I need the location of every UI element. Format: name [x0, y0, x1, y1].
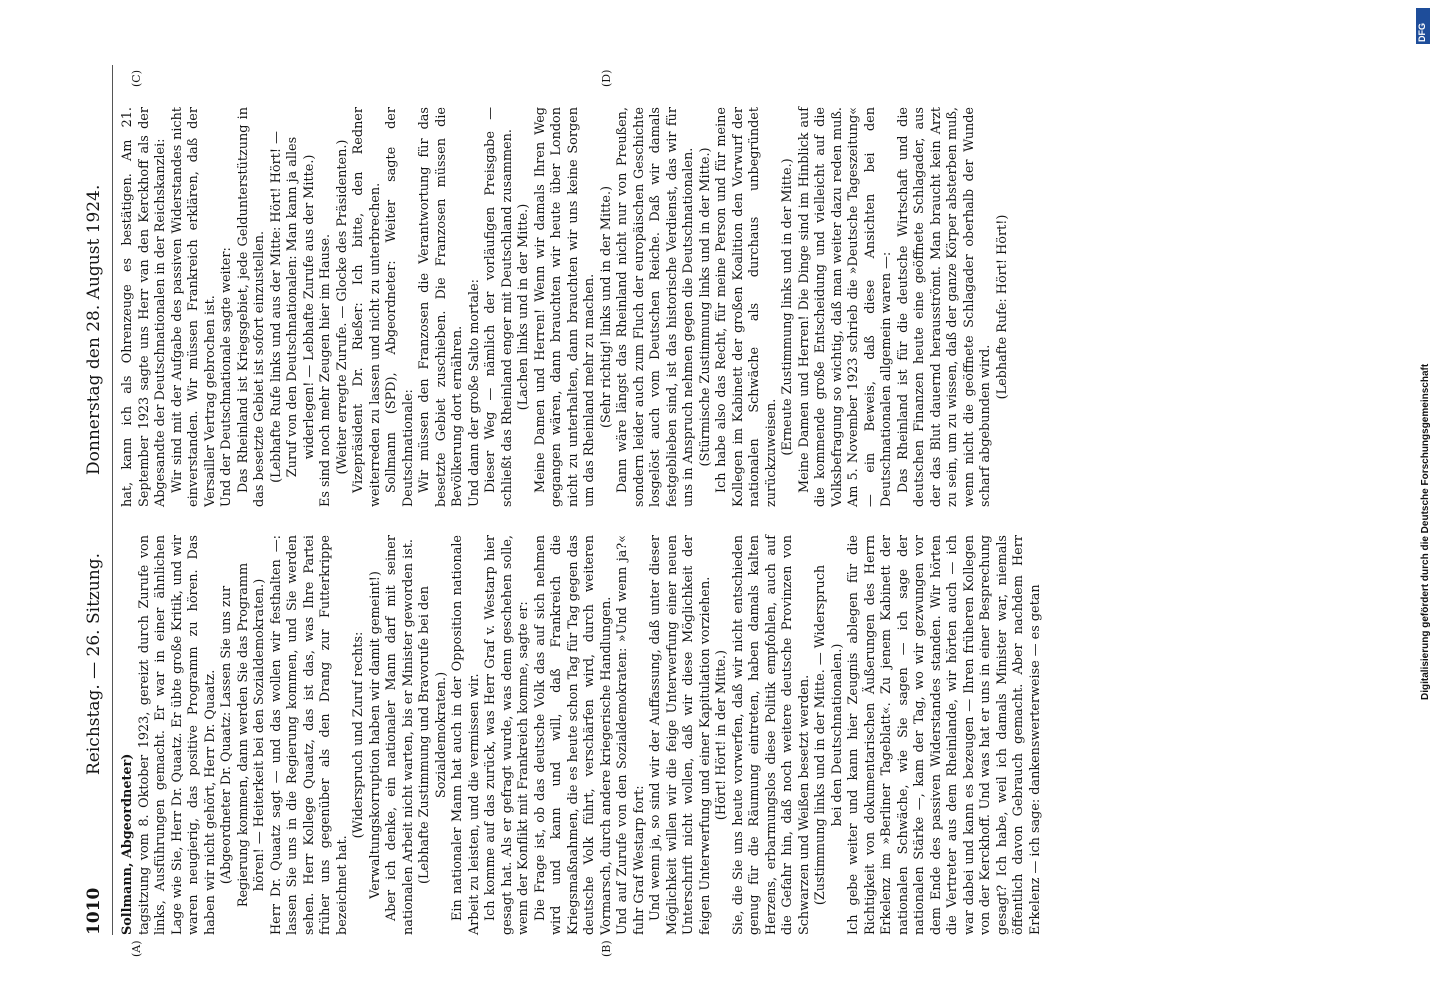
- session-title: Reichstag. — 26. Sitzung.: [84, 552, 104, 775]
- right-column-paragraph: Das Rheinland ist Kriegsgebiet, jede Geldunterstützung in das besetzte Gebiet ist sofort einzustellen.: [235, 107, 267, 507]
- right-column-paragraph: (Erneute Zustimmung links und in der Mitte.): [780, 158, 795, 456]
- left-column-paragraph: Aber ich denke, ein nationaler Mann darf mit seiner nationalen Arbeit nicht warten, bis er Minister geworden ist.: [384, 535, 416, 935]
- left-column-paragraph: (Lebhafte Zustimmung und Bravorufe bei den Sozialdemokraten.): [417, 585, 449, 885]
- left-column: [120, 535, 1044, 935]
- right-column-paragraph: (Lebhafte Rufe links und aus der Mitte: Hört! Hört! — Zuruf von den Deutschnationalen: Man kann ja alles widerlegen! — Lebhafte Zurufe aus der Mitte.): [268, 131, 317, 483]
- left-column-paragraph: (Widerspruch und Zuruf rechts: Verwaltungskorruption haben wir damit gemeint!): [351, 571, 383, 899]
- left-column-paragraph: (Abgeordneter Dr. Quaatz: Lassen Sie uns zur Regierung kommen, dann werden Sie das Programm hören! — Heiterkeit bei den Sozialdemokraten.): [219, 562, 267, 908]
- left-column-paragraph: Ein nationaler Mann hat auch in der Opposition nationale Arbeit zu leisten, und die vermissen wir.: [450, 535, 482, 935]
- page-header: [80, 75, 110, 935]
- margin-mark-c: (C): [130, 70, 143, 87]
- right-column-paragraph: Vizepräsident Dr. Rießer: Ich bitte, den Redner weiterreden zu lassen und nicht zu unterbrechen.: [351, 107, 383, 507]
- right-column-paragraph: Es sind noch mehr Zeugen hier im Hause.: [318, 233, 333, 507]
- right-column-paragraph: (Lachen links und in der Mitte.): [516, 203, 531, 411]
- right-column-paragraph: (Lebhafte Rufe: Hört! Hört!): [994, 214, 1010, 400]
- right-column-paragraph: Sollmann (SPD), Abgeordneter: Weiter sagte der Deutschnationale:: [384, 107, 416, 507]
- left-column-paragraph: Die Frage ist, ob das deutsche Volk das auf sich nehmen wird und kann und will, daß Frankreich die Kriegsmaßnahmen, die es heute schon Tag für Tag gegen das deutsche Volk führt, verschärfen wird, durch weiteren Vormarsch, durch andere kriegerische Handlungen.: [532, 535, 614, 935]
- right-column-paragraph: Ich habe also das Recht, für meine Person und für meine Kollegen im Kabinett der großen Koalition den Vorwurf der nationalen Schwäche als durchaus unbegründet zurückzuweisen.: [714, 107, 779, 507]
- left-column-paragraph: Ich komme auf das zurück, was Herr Graf v. Westarp hier gesagt hat. Als er gefragt wurde, was denn geschehen solle, wenn der Konflikt mit Frankreich komme, sagte er:: [483, 535, 531, 935]
- left-column-paragraph: Ich gebe weiter und kann hier Zeugnis ablegen für die Richtigkeit von dokumentarischen Äußerungen des Herrn Erkelenz im »Berliner Tageblatt«. Zu jenem Kabinett der nationalen Schwäche, wie Sie sagen — ich sage der nationalen Stärke —, kam der Tag, wo wir gezwungen vor dem Ende des passiven Widerstandes standen. Wir hörten die Vertreter aus dem Rheinlande, wir hörten auch — ich war dabei und kann es bezeugen — Ihren früheren Kollegen von der Kerckhoff. Und was hat er uns in einer Besprechung gesagt? Ich habe, weil ich damals Minister war, niemals öffentlich davon Gebrauch gemacht. Aber nachdem Herr Erkelenz — ich sage: dankenswerterweise — es getan: [846, 535, 1043, 935]
- digitization-credit: Digitalisierung gefördert durch die Deutsche Forschungsgemeinschaft: [1420, 363, 1431, 700]
- left-column-paragraph: tagsitzung vom 8. Oktober 1923, gereizt durch Zurufe von links, Ausführungen gemacht. Er war in einer ähnlichen Lage wie Sie, Herr Dr. Quaatz. Er übte große Kritik, und wir waren neugierig, das positive Programm zu hören. Das haben wir nicht gehört, Herr Dr. Quaatz.: [136, 535, 218, 935]
- right-column-paragraph: (Sehr richtig! links und in der Mitte.): [598, 185, 614, 429]
- right-column-paragraph: Wir müssen den Franzosen die Verantwortung für das besetzte Gebiet zuschieben. Die Franzosen müssen die Bevölkerung dort ernähren.: [417, 107, 465, 507]
- left-column-paragraph: (Zustimmung links und in der Mitte. — Widerspruch bei den Deutschnationalen.): [813, 564, 845, 906]
- digitization-sidebar: [1408, 0, 1434, 1000]
- margin-mark-b: (B): [600, 940, 613, 957]
- margin-mark-d: (D): [600, 69, 613, 87]
- right-column-paragraph: Meine Damen und Herren! Wenn wir damals Ihren Weg gegangen wären, dann brauchten wir heute über London nicht zu unterhalten, dann brauchten wir uns keine Sorgen um das Rheinland mehr zu machen.: [532, 107, 597, 507]
- right-column-paragraph: Das Rheinland ist für die deutsche Wirtschaft und die deutschen Finanzen heute eine geöffnete Schlagader, aus der das Blut dauernd herausströmt. Man braucht kein Arzt zu sein, um zu wissen, daß der ganze Körper absterben muß, wenn nicht die geöffnete Schlagader oberhalb der Wunde scharf abgebunden wird.: [895, 107, 993, 507]
- rotated-page-content: [80, 65, 1410, 957]
- left-column-paragraph: Sollmann, Abgeordneter): [120, 753, 135, 935]
- right-column-paragraph: Dieser Weg — nämlich der vorläufigen Preisgabe — schließt das Rheinland enger mit Deutschland zusammen.: [483, 107, 515, 507]
- right-column-paragraph: Wir sind mit der Aufgabe des passiven Widerstandes nicht einverstanden. Wir müssen Frankreich erklären, daß der Versailler Vertrag gebrochen ist.: [169, 107, 218, 507]
- left-column-paragraph: (Hört! Hört! in der Mitte.): [714, 649, 729, 821]
- left-column-paragraph: Und wenn ja, so sind wir der Auffassung, daß unter dieser Möglichkeit willen wir die feige Unterwerfung einer neuen Unterschrift nicht wollen, daß wir diese Möglichkeit der feigen Unterwerfung und einer Kapitulation vorziehen.: [648, 535, 713, 935]
- right-column-paragraph: (Weiter erregte Zurufe. — Glocke des Präsidenten.): [334, 139, 350, 475]
- session-date: Donnerstag den 28. August 1924.: [84, 184, 104, 475]
- right-column-paragraph: (Stürmische Zustimmung links und in der Mitte.): [697, 147, 713, 467]
- left-column-paragraph: Und auf Zurufe von den Sozialdemokraten: »Und wenn ja?« fuhr Graf Westarp fort:: [615, 535, 647, 935]
- right-column-paragraph: Und der Deutschnationale sagte weiter:: [219, 247, 234, 507]
- right-column-paragraph: hat, kann ich als Ohrenzeuge es bestätigen. Am 21. September 1923 sagte uns Herr van den Kerckhoff als der Abgesandte der Deutschnationalen in der Reichskanzlei:: [120, 107, 168, 507]
- left-column-paragraph: Sie, die Sie uns heute vorwerfen, daß wir nicht entschieden genug für die Räumung eintreten, haben damals kalten Herzens, erbarmungslos diese Politik empfohlen, auch auf die Gefahr hin, daß noch weitere deutsche Provinzen von Schwarzen und Weißen besetzt werden.: [730, 535, 812, 935]
- right-column-paragraph: Meine Damen und Herren! Die Dinge sind im Hinblick auf die kommende große Entscheidung und vielleicht auf die Volksbefragung so wichtig, daß man weiter dazu reden muß. Am 5. November 1923 schrieb die »Deutsche Tageszeitung« — ein Beweis, daß diese Ansichten bei den Deutschnationalen allgemein waren —:: [796, 107, 894, 507]
- right-column-paragraph: Und dann der große Salto mortale:: [466, 279, 482, 507]
- header-rule: [112, 65, 113, 935]
- left-column-paragraph: Herr Dr. Quaatz sagt — und das wollen wir festhalten —: lassen Sie uns in die Regierung kommen, und Sie werden sehen. Herr Kollege Quaatz, das ist das, was Ihre Partei früher uns gegenüber als den Drang zur Futterkrippe bezeichnet hat.: [268, 535, 350, 935]
- page-number: 1010: [84, 887, 104, 935]
- margin-mark-a: (A): [130, 940, 143, 957]
- dfg-logo: DFG: [1416, 8, 1430, 44]
- right-column: [120, 107, 1011, 507]
- right-column-paragraph: Dann wäre längst das Rheinland nicht nur von Preußen, sondern leider auch zum Fluch der europäischen Geschichte losgelöst auch vom Deutschen Reiche. Daß wir damals festgeblieben sind, ist das historische Verdienst, das wir für uns in Anspruch nehmen gegen die Deutschnationalen.: [615, 107, 696, 507]
